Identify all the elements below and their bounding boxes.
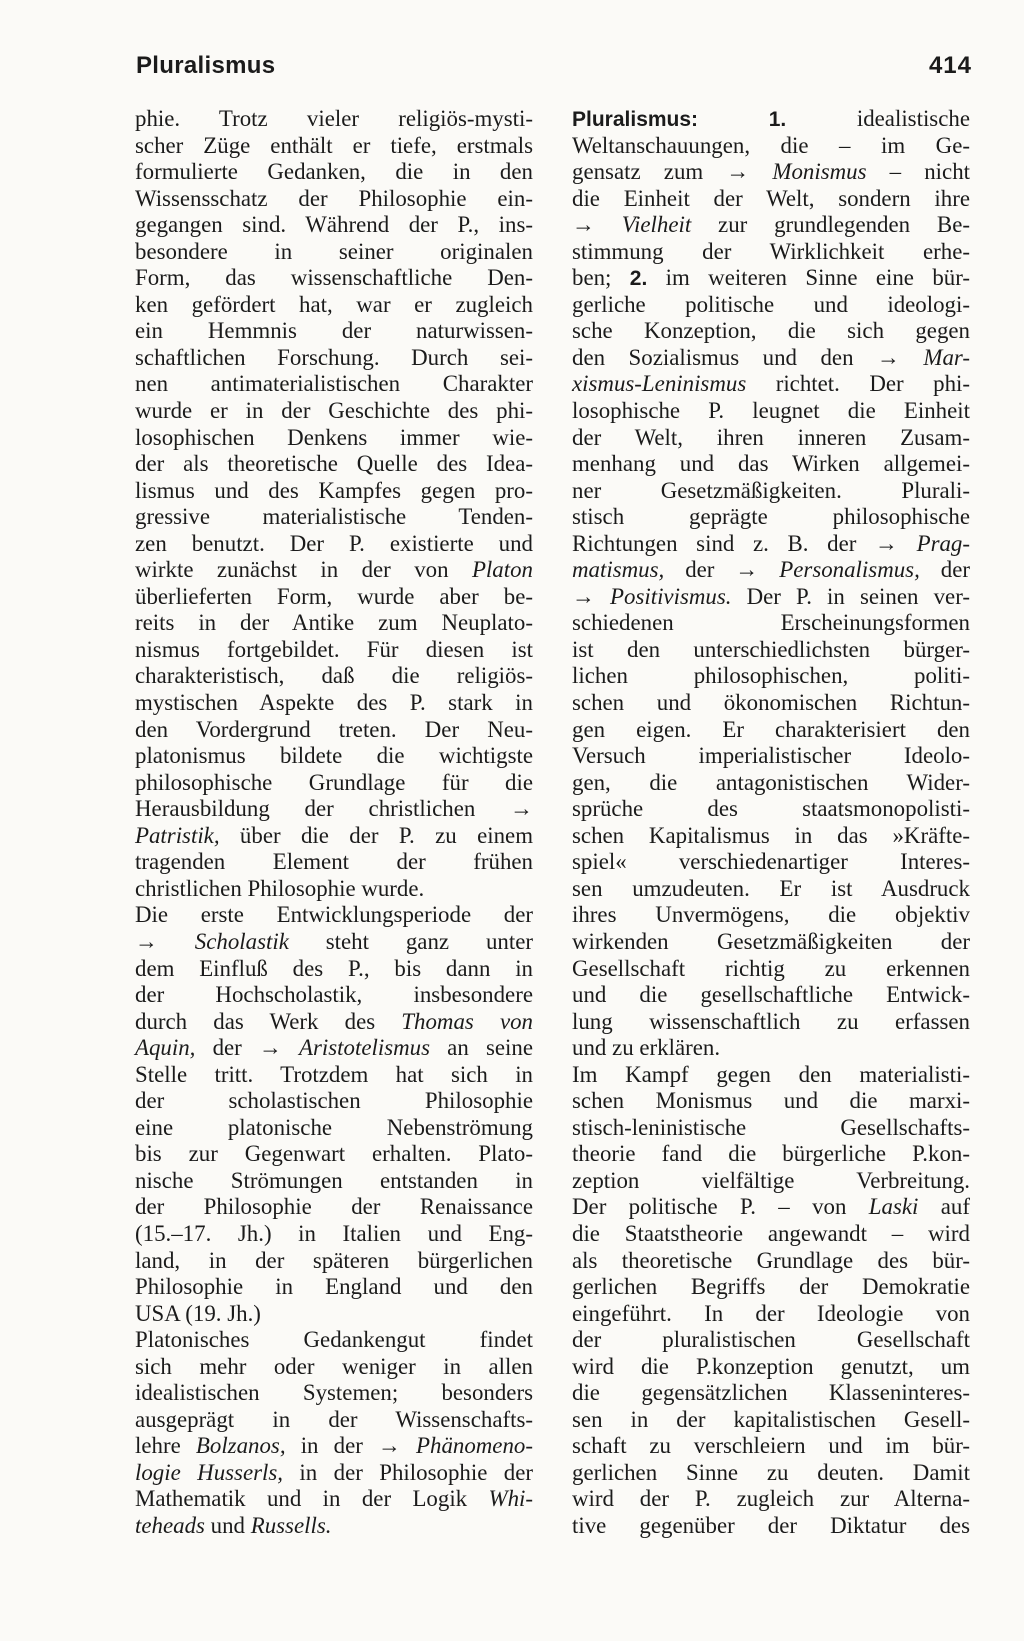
text-line: losophischen Denkens immer wie- xyxy=(135,424,533,450)
text-line: schaft zu verschleiern und im bür- xyxy=(572,1433,970,1459)
text-line: ben; 2. im weiteren Sinne eine bür- xyxy=(572,265,970,291)
text-line: Wissensschatz der Philosophie ein- xyxy=(135,185,533,211)
text-line: stisch-leninistische Gesellschafts- xyxy=(572,1114,970,1140)
text-line: christlichen Philosophie wurde. xyxy=(135,875,425,901)
text-line: theorie fand die bürgerliche P.kon- xyxy=(572,1141,970,1167)
text-line: lung wissenschaftlich zu erfassen xyxy=(572,1008,970,1034)
text-line: ihres Unvermögens, die objektiv xyxy=(572,902,970,928)
text-line: Mathematik und in der Logik Whi- xyxy=(135,1486,533,1512)
text-line: ken gefördert hat, war er zugleich xyxy=(135,291,533,317)
text-line: lehre Bolzanos, in der → Phänomeno- xyxy=(135,1433,533,1459)
text-line: zeption vielfältige Verbreitung. xyxy=(572,1167,970,1193)
text-line: wird die P.konzeption genutzt, um xyxy=(572,1353,970,1379)
text-line: platonismus bildete die wichtigste xyxy=(135,743,533,769)
text-line: schen Kapitalismus in das »Kräfte- xyxy=(572,822,970,848)
italic-term: Personalismus, xyxy=(779,557,920,583)
text-line: philosophische Grundlage für die xyxy=(135,769,533,795)
text-line: und zu erklären. xyxy=(572,1035,721,1061)
text-line: ist den unterschiedlichsten bürger- xyxy=(572,636,970,662)
text-line: sen in der kapitalistischen Gesell- xyxy=(572,1406,970,1432)
text-line: schiedenen Erscheinungsformen xyxy=(572,610,970,636)
sense-number: 2. xyxy=(629,267,648,291)
italic-term: Bolzanos, xyxy=(195,1433,286,1459)
text-line: gressive materialistische Tenden- xyxy=(135,504,533,530)
text-line: die gegensätzlichen Klasseninteres- xyxy=(572,1380,970,1406)
text-line: phie. Trotz vieler religiös-mysti- xyxy=(135,106,533,131)
italic-term: Aquin, xyxy=(135,1035,196,1061)
italic-term: Phänomeno- xyxy=(416,1433,533,1459)
italic-term: Monismus xyxy=(772,159,867,185)
text-line: reits in der Antike zum Neuplato- xyxy=(135,610,533,636)
text-line: nen antimaterialistischen Charakter xyxy=(135,371,533,397)
text-line: der als theoretische Quelle des Idea- xyxy=(135,451,533,477)
text-line: formulierte Gedanken, die in den xyxy=(135,159,533,185)
italic-term: Vielheit xyxy=(621,212,692,238)
text-line: schen Monismus und die marxi- xyxy=(572,1088,970,1114)
text-line: Aquin, der → Aristotelismus an seine xyxy=(135,1035,533,1061)
text-line: charakteristisch, daß die religiös- xyxy=(135,663,533,689)
text-line: der Philosophie der Renaissance xyxy=(135,1194,533,1220)
text-line: gegangen sind. Während der P., ins- xyxy=(135,212,533,238)
italic-term: teheads xyxy=(135,1512,205,1538)
italic-term: matismus, xyxy=(572,557,665,583)
text-line: teheads und Russells. xyxy=(135,1512,332,1538)
italic-term: Positivismus. xyxy=(610,583,732,609)
italic-term: logie Husserls, xyxy=(135,1459,284,1485)
text-line: idealistischen Systemen; besonders xyxy=(135,1380,533,1406)
text-line: sche Konzeption, die sich gegen xyxy=(572,318,970,344)
page-number: 414 xyxy=(928,52,972,79)
entry-headword: Pluralismus: xyxy=(572,108,699,131)
text-line: Platonisches Gedankengut findet xyxy=(135,1327,533,1353)
italic-term: Prag- xyxy=(916,530,970,556)
italic-term: Scholastik xyxy=(194,928,289,954)
text-line: zen benutzt. Der P. existierte und xyxy=(135,530,533,556)
italic-term: Thomas von xyxy=(401,1008,533,1034)
text-line: ner Gesetzmäßigkeiten. Plurali- xyxy=(572,477,970,503)
text-line: gerliche politische und ideologi- xyxy=(572,291,970,317)
text-line: der pluralistischen Gesellschaft xyxy=(572,1327,970,1353)
text-line: als theoretische Grundlage des bür- xyxy=(572,1247,970,1273)
text-line: nische Strömungen entstanden in xyxy=(135,1167,533,1193)
text-line: mystischen Aspekte des P. stark in xyxy=(135,690,533,716)
text-line: den Vordergrund treten. Der Neu- xyxy=(135,716,533,742)
text-line: gen, die antagonistischen Wider- xyxy=(572,769,970,795)
text-line: Form, das wissenschaftliche Den- xyxy=(135,265,533,291)
text-line: lismus und des Kampfes gegen pro- xyxy=(135,477,533,503)
text-line: nismus fortgebildet. Für diesen ist xyxy=(135,636,533,662)
text-line: xismus-Leninismus richtet. Der phi- xyxy=(572,371,970,397)
text-line: durch das Werk des Thomas von xyxy=(135,1008,533,1034)
text-line: Im Kampf gegen den materialisti- xyxy=(572,1061,970,1087)
text-line: wird der P. zugleich zur Alterna- xyxy=(572,1486,970,1512)
text-line: wurde er in der Geschichte des phi- xyxy=(135,398,533,424)
text-line: der Welt, ihren inneren Zusam- xyxy=(572,424,970,450)
italic-term: Platon xyxy=(471,557,533,583)
text-line: stimmung der Wirklichkeit erhe- xyxy=(572,238,970,264)
text-line: Stelle tritt. Trotzdem hat sich in xyxy=(135,1061,533,1087)
text-line: die Staatstheorie angewandt – wird xyxy=(572,1220,970,1246)
text-line: logie Husserls, in der Philosophie der xyxy=(135,1459,533,1485)
text-line: wirkenden Gesetzmäßigkeiten der xyxy=(572,928,970,954)
text-line: tragenden Element der frühen xyxy=(135,849,533,875)
text-line: Philosophie in England und den xyxy=(135,1274,533,1300)
text-line: land, in der späteren bürgerlichen xyxy=(135,1247,533,1273)
text-line: Versuch imperialistischer Ideolo- xyxy=(572,743,970,769)
text-line: ein Hemmnis der naturwissen- xyxy=(135,318,533,344)
text-line: ausgeprägt in der Wissenschafts- xyxy=(135,1406,533,1432)
text-line: scher Züge enthält er tiefe, erstmals xyxy=(135,132,533,158)
italic-term: Whi- xyxy=(488,1486,533,1512)
text-line: USA (19. Jh.) xyxy=(135,1300,261,1326)
text-line: gensatz zum → Monismus – nicht xyxy=(572,159,970,185)
text-line: losophische P. leugnet die Einheit xyxy=(572,398,970,424)
text-line: Herausbildung der christlichen → xyxy=(135,796,533,822)
text-line: eine platonische Nebenströmung xyxy=(135,1114,533,1140)
text-line: → Vielheit zur grundlegenden Be- xyxy=(572,212,970,238)
text-column-left xyxy=(135,106,533,1540)
text-line: tive gegenüber der Diktatur des xyxy=(572,1512,970,1538)
text-line: die Einheit der Welt, sondern ihre xyxy=(572,185,970,211)
running-header xyxy=(136,52,974,88)
text-line: matismus, der → Personalismus, der xyxy=(572,557,970,583)
text-line: Weltanschauungen, die – im Ge- xyxy=(572,132,970,158)
text-line: Pluralismus: 1. idealistische xyxy=(572,106,970,131)
italic-term: xismus-Leninismus xyxy=(572,371,747,397)
text-line: der Hochscholastik, insbesondere xyxy=(135,982,533,1008)
text-line: Patristik, über die der P. zu einem xyxy=(135,822,533,848)
sense-number: 1. xyxy=(768,108,787,131)
text-line: gerlichen Begriffs der Demokratie xyxy=(572,1274,970,1300)
text-line: eingeführt. In der Ideologie von xyxy=(572,1300,970,1326)
text-line: Die erste Entwicklungsperiode der xyxy=(135,902,533,928)
text-column-right xyxy=(572,106,970,1540)
italic-term: Aristotelismus xyxy=(299,1035,431,1061)
text-line: dem Einfluß des P., bis dann in xyxy=(135,955,533,981)
running-head-title: Pluralismus xyxy=(136,52,276,79)
text-line: Gesellschaft richtig zu erkennen xyxy=(572,955,970,981)
text-line: schaftlichen Forschung. Durch sei- xyxy=(135,344,533,370)
italic-term: Russells. xyxy=(250,1512,332,1538)
text-line: bis zur Gegenwart erhalten. Plato- xyxy=(135,1141,533,1167)
text-line: → Scholastik steht ganz unter xyxy=(135,928,533,954)
text-line: überlieferten Form, wurde aber be- xyxy=(135,583,533,609)
text-line: menhang und das Wirken allgemei- xyxy=(572,451,970,477)
text-line: Richtungen sind z. B. der → Prag- xyxy=(572,530,970,556)
text-line: der scholastischen Philosophie xyxy=(135,1088,533,1114)
text-line: wirkte zunächst in der von Platon xyxy=(135,557,533,583)
text-line: besondere in seiner originalen xyxy=(135,238,533,264)
text-line: sich mehr oder weniger in allen xyxy=(135,1353,533,1379)
text-line: Der politische P. – von Laski auf xyxy=(572,1194,970,1220)
text-line: stisch geprägte philosophische xyxy=(572,504,970,530)
text-line: (15.–17. Jh.) in Italien und Eng- xyxy=(135,1220,533,1246)
italic-term: Mar- xyxy=(923,344,970,370)
text-line: gerlichen Sinne zu deuten. Damit xyxy=(572,1459,970,1485)
text-line: spiel« verschiedenartiger Interes- xyxy=(572,849,970,875)
italic-term: Patristik, xyxy=(135,822,220,848)
text-line: schen und ökonomischen Richtun- xyxy=(572,690,970,716)
text-line: → Positivismus. Der P. in seinen ver- xyxy=(572,583,970,609)
italic-term: Laski xyxy=(868,1194,919,1220)
text-line: sprüche des staatsmonopolisti- xyxy=(572,796,970,822)
text-line: sen umzudeuten. Er ist Ausdruck xyxy=(572,875,970,901)
text-line: lichen philosophischen, politi- xyxy=(572,663,970,689)
text-line: den Sozialismus und den → Mar- xyxy=(572,344,970,370)
text-line: und die gesellschaftliche Entwick- xyxy=(572,982,970,1008)
text-line: gen eigen. Er charakterisiert den xyxy=(572,716,970,742)
